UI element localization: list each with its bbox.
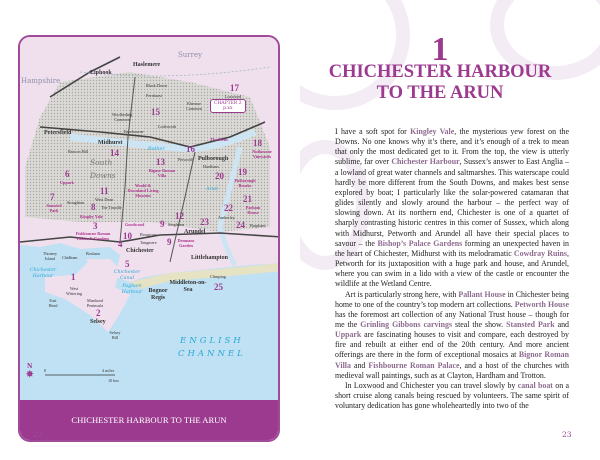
poi-label: Pulborough Brooks — [234, 178, 256, 188]
highlighted-place: Kingley Vale — [410, 127, 455, 136]
text-run: , Sussex’s answer to East Anglia – a lowland of great water channels and saltmarshes. This waterscape could hardly be more different from the South Downs, and makes best sense explored by boat; I particularly like the solar-powered catamaran that glides silently and slowly around the harbour – the perfect way of slowing down. At its northern end, Chichester is one of a quartet of sharply contrasting historic centres in this corner of Sussex, which along with Midhurst, Petworth and Arundel all have their special places to savour – the — [335, 157, 570, 248]
town-label: Midhurst — [98, 140, 123, 146]
poi-number: 7 — [50, 192, 55, 202]
poi-number: 2 — [96, 308, 101, 318]
poi-number: 22 — [224, 203, 233, 213]
poi-number: 16 — [186, 144, 195, 154]
place-label: Loxwood — [225, 94, 242, 99]
place-label: Chidham — [62, 255, 78, 260]
place-label: Manhood Peninsula — [86, 298, 104, 308]
poi-number: 20 — [215, 171, 224, 181]
poi-number: 23 — [200, 217, 209, 227]
highlighted-place: Uppark — [335, 330, 362, 340]
poi-number: 10 — [123, 231, 132, 241]
water-label: Pagham Harbour — [121, 284, 143, 295]
text-run: on a short cruise along canals being rescued by volunteers. The same spirit of voluntary dedication has gone wholeheartedly into two of the — [335, 380, 570, 411]
county-label: Surrey — [178, 51, 203, 59]
poi-number: 9 — [160, 219, 165, 229]
text-run: are fascinating houses to visit and compare, each destroyed by fire and rebuilt at either end of the 20th century. And more ancient offerings are there in the form of exceptional mosaics at — [335, 330, 569, 360]
text-run: In Loxwood and Chichester you can travel slowly by — [345, 380, 518, 390]
paragraph — [335, 381, 569, 411]
highlighted-place: Petworth House — [514, 299, 570, 309]
town-label: Arundel — [184, 229, 206, 235]
place-label: Stoughton — [67, 200, 85, 205]
north-label: N — [27, 363, 33, 370]
chapter-box-title: CHAPTER 2 — [214, 101, 242, 106]
poi-number: 4 — [118, 239, 123, 249]
town-label: Bognor Regis — [148, 288, 168, 301]
place-label: Beacon Hill — [68, 149, 89, 154]
poi-number: 3 — [93, 221, 98, 231]
highlighted-place: Cowdray Ruins — [513, 248, 568, 258]
place-label: Easebourne — [124, 129, 144, 134]
text-run: and — [554, 319, 569, 329]
page-number: 22 — [33, 430, 43, 439]
poi-number: 8 — [91, 202, 96, 212]
poi-number: 12 — [175, 211, 184, 221]
poi-label: Uppark — [60, 180, 74, 185]
poi-label: Bignor Roman Villa — [148, 168, 176, 178]
right-page — [300, 0, 600, 460]
water-label: Rother — [148, 147, 165, 152]
place-label: Tangmere — [140, 240, 157, 245]
sea-word: CHANNEL — [178, 349, 246, 359]
town-label: Chichester — [126, 248, 154, 254]
place-label: Boxgrove — [140, 232, 157, 237]
poi-number: 1 — [71, 272, 76, 282]
sea-word: ENGLISH — [180, 336, 244, 346]
text-run: forming an unexpected haven in the heart of Chichester, Midhurst with its melodramatic — [335, 238, 569, 258]
poi-number: 18 — [253, 138, 262, 148]
text-run: , Petworth for its juxtaposition with a huge park and house, and Arundel, where you can swim in a lido with a view of the castle or encounter the wildlife at the Wetland Centre. — [335, 248, 569, 289]
poi-label: Goodwood — [125, 222, 145, 227]
place-label: Burpham — [250, 223, 266, 228]
text-run: , the mysterious yew forest on the Downs. No one knows why it’s there, and it’s enough of a trek to mean that only the most dedicated get to it. From the top, the view is utterly sublime, far over — [335, 127, 569, 167]
poi-number: 13 — [156, 157, 165, 167]
sea-label — [178, 335, 246, 361]
text-run: steal the show. — [452, 319, 507, 329]
highlighted-place: Grinling Gibbons carvings — [360, 319, 453, 329]
town-label: Middleton-on-Sea — [169, 280, 207, 293]
place-label: Fernhurst — [146, 93, 163, 98]
place-label: Climping — [210, 274, 226, 279]
place-label: Selsey Bill — [109, 330, 121, 340]
water-label: Arun — [206, 187, 218, 192]
poi-number: 15 — [151, 107, 160, 117]
poi-number: 17 — [230, 83, 239, 93]
poi-number: 5 — [125, 259, 130, 269]
text-run: and — [350, 360, 369, 370]
place-label: West Dean — [95, 197, 114, 202]
poi-label: Kingley Vale — [80, 214, 103, 219]
poi-label: Stansted Park — [46, 203, 62, 213]
place-label: Thorney Island — [42, 251, 58, 261]
text-run: has the foremost art collection of any National Trust house – though for me the — [335, 309, 569, 329]
place-label: Amberley — [218, 215, 235, 220]
body-text — [335, 127, 569, 411]
highlighted-place: Bignor Roman Villa — [335, 350, 569, 370]
highlighted-place: Pallant House — [458, 289, 506, 299]
poi-label: Nutbourne Vineyards — [252, 149, 272, 159]
chapter-title — [300, 62, 580, 103]
poi-number: 24 — [236, 220, 245, 230]
poi-number: 6 — [65, 169, 70, 179]
poi-number: 11 — [100, 186, 109, 196]
south-downs-label — [90, 156, 116, 182]
town-label: Liphook — [90, 70, 112, 76]
highlighted-place: Fishbourne Roman Palace — [368, 360, 460, 370]
town-label: Haslemere — [133, 62, 161, 68]
poi-label: Weald & Downland Living Museum — [127, 183, 159, 198]
place-label: Lodsworth — [158, 124, 177, 129]
area-map — [18, 35, 280, 442]
map-caption: CHICHESTER HARBOUR TO THE ARUN — [20, 400, 278, 440]
scale-miles: 4 miles — [102, 368, 115, 373]
chapter-title-line: TO THE ARUN — [376, 82, 504, 103]
text-run: in Chichester being home to one of the country’s top modern art collections. — [335, 289, 569, 309]
place-label: The Trundle — [101, 205, 122, 210]
poi-number: 21 — [243, 194, 252, 204]
highlighted-place: Stansted Park — [506, 319, 555, 329]
poi-number: 19 — [238, 167, 247, 177]
poi-label: Fishbourne Roman Palace & Gardens — [75, 231, 111, 241]
place-label: Bosham — [86, 251, 100, 256]
place-label: Woolbeding Common — [111, 112, 133, 122]
water-label: Chichester Harbour — [29, 268, 57, 279]
text-run: , and a host of the churches with medieval wall paintings, such as at Clayton, Hardham and Trotton. — [335, 360, 569, 380]
highlighted-place: Bishop’s Palace Gardens — [377, 238, 463, 248]
county-label: Hampshire — [21, 77, 61, 85]
place-label: Petworth — [178, 157, 194, 162]
town-label: Littlehampton — [191, 255, 229, 261]
downs-word: Downs — [90, 171, 116, 180]
paragraph — [335, 127, 569, 290]
chapter-box-page: p.xx — [223, 106, 233, 111]
paragraph — [335, 290, 569, 381]
poi-number: 9 — [167, 237, 172, 247]
downs-word: South — [90, 158, 113, 167]
place-label: East Head — [48, 298, 58, 308]
highlighted-place: Chichester Harbour — [391, 157, 460, 167]
poi-number: 25 — [214, 282, 223, 292]
place-label: Singleton — [168, 222, 185, 227]
poi-label: The Mens — [210, 137, 228, 142]
text-run: I have a soft spot for — [335, 127, 411, 136]
text-run: Art is particularly strong here, with — [345, 289, 459, 299]
highlighted-place: canal boat — [517, 380, 553, 390]
town-label: Petersfield — [44, 130, 72, 136]
water-label: Chichester Canal — [113, 270, 141, 281]
chapter-2-reference — [210, 99, 246, 113]
chapter-number: 1 — [431, 31, 449, 68]
town-label: Pulborough — [198, 156, 229, 162]
place-label: West Wittering — [66, 286, 82, 296]
poi-label: Denmans Garden — [177, 238, 195, 248]
poi-number: 14 — [110, 148, 119, 158]
place-label: Hardham — [203, 164, 219, 169]
page-number: 23 — [562, 430, 572, 439]
chapter-title-line: CHICHESTER HARBOUR — [328, 62, 552, 82]
poi-label: Parham House — [245, 205, 261, 215]
scale-zero: 0 — [44, 368, 47, 373]
compass-icon: N ✵ — [26, 363, 34, 380]
town-label: Selsey — [90, 319, 106, 325]
scale-km: 10 km — [108, 378, 119, 383]
place-label: Black Down — [146, 83, 168, 88]
place-label: Ebernoe Common — [186, 101, 202, 111]
